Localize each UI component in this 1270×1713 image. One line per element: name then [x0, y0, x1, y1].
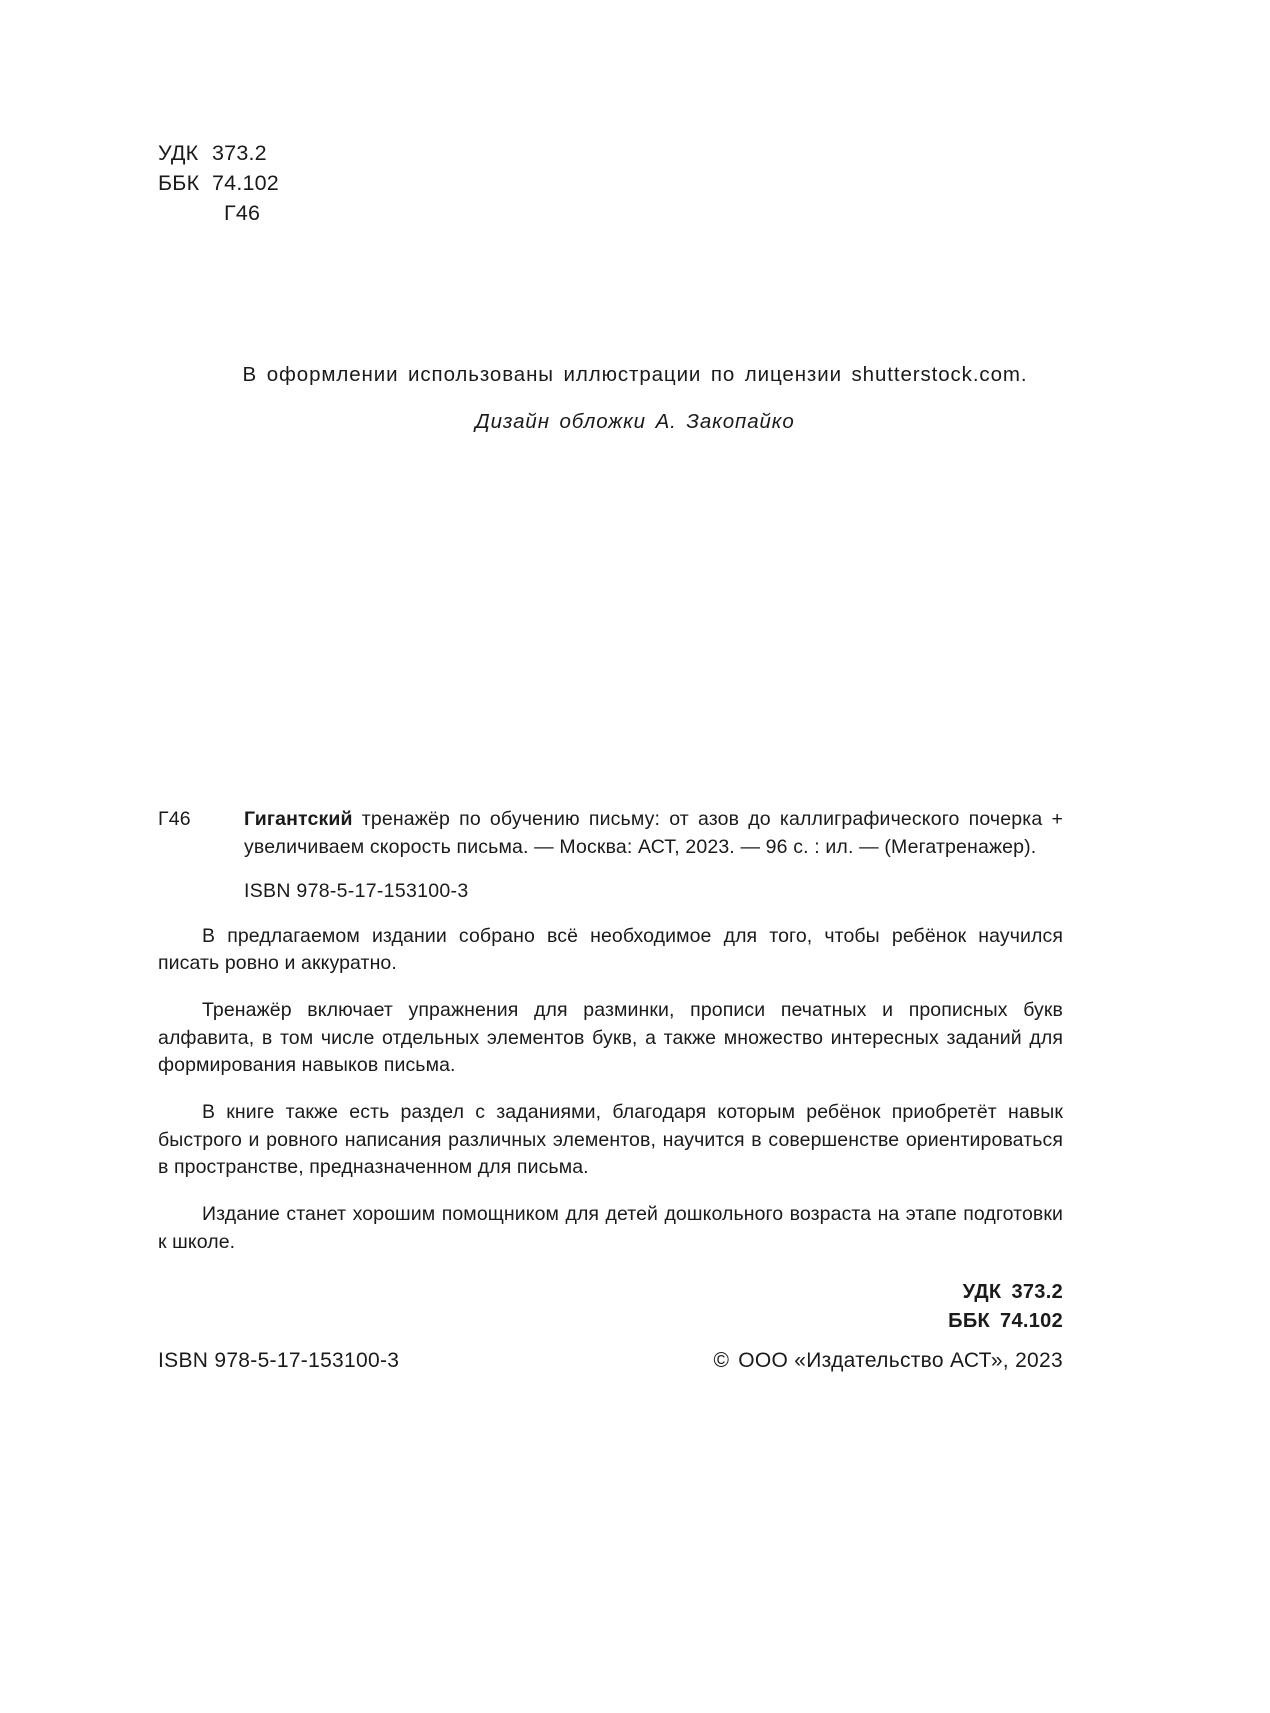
copyright-icon: © [713, 1349, 730, 1372]
copyright-holder: ООО «Издательство АСТ», 2023 [738, 1349, 1063, 1372]
udk-label: УДК [158, 141, 199, 165]
footer-isbn: ISBN 978-5-17-153100-3 [158, 1349, 400, 1372]
classification-row-bbk [158, 168, 279, 198]
page-footer [158, 1349, 1063, 1373]
cip-udk-label: УДК [962, 1281, 1002, 1303]
illustrations-credit: В оформлении использованы иллюстрации по лицензии shutterstock.com. [242, 363, 1028, 386]
cip-paragraph-1: В предлагаемом издании собрано всё необходимое для того, чтобы ребёнок научился писать ровно и аккуратно. [158, 924, 1063, 974]
classification-row-udk [158, 138, 279, 168]
cip-code-udk [158, 1278, 1063, 1307]
cip-code-bbk [158, 1307, 1063, 1336]
cip-block [158, 806, 1063, 1336]
udk-value: 373.2 [212, 141, 267, 165]
cip-udk-value: 373.2 [1011, 1281, 1063, 1303]
cip-paragraph-4: Издание станет хорошим помощником для детей дошкольного возраста на этапе подготовки к школе. [158, 1203, 1063, 1253]
classification-row-sigil [158, 198, 279, 228]
cip-isbn: ISBN 978-5-17-153100-3 [244, 880, 469, 902]
bbk-value: 74.102 [212, 171, 279, 195]
cover-design-credit: Дизайн обложки А. Закопайко [475, 410, 795, 433]
cip-title-entry [158, 806, 1063, 861]
credits-block [0, 360, 1270, 437]
cip-bbk-label: ББК [948, 1310, 991, 1332]
cip-title-rest: тренажёр по обучению письму: от азов до каллиграфического почерка + увеличиваем скорость письма. — Москва: АСТ, 2023. — 96 с. : ил. — (Мегатренажер). [244, 808, 1063, 858]
bbk-label: ББК [158, 171, 200, 195]
cip-title-bold: Гигантский [244, 808, 353, 830]
footer-copyright [713, 1349, 1063, 1373]
cip-codes-block [158, 1278, 1063, 1336]
classification-block [158, 138, 279, 228]
cip-sigil: Г46 [158, 808, 191, 830]
cip-paragraph-3: В книге также есть раздел с заданиями, благодаря которым ребёнок приобретёт навык быстрого и ровного написания различных элементов, научится в совершенстве ориентироваться в пространстве, предназначенном для письма. [158, 1101, 1063, 1178]
book-sigil: Г46 [224, 201, 261, 225]
cip-paragraph-2: Тренажёр включает упражнения для разминки, прописи печатных и прописных букв алфавита, в том числе отдельных элементов букв, а также множество интересных заданий для формирования навыков письма. [158, 999, 1063, 1076]
cip-bbk-value: 74.102 [1000, 1310, 1063, 1332]
